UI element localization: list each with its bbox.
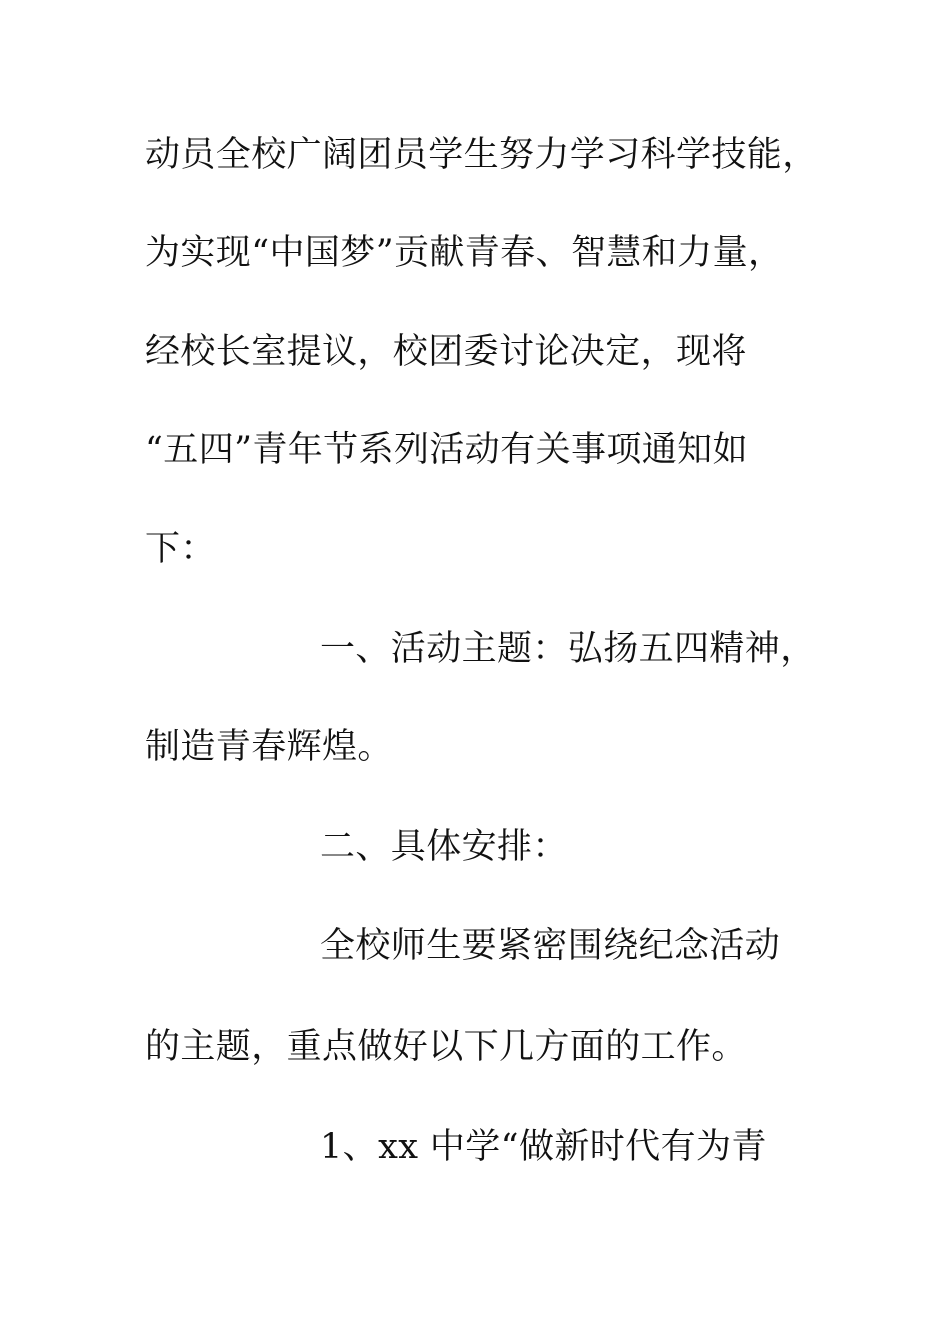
body-text-line-4: “五四”青年节系列活动有关事项通知如 (145, 430, 748, 470)
paragraph-start-line: 全校师生要紧密围绕纪念活动 (320, 926, 781, 966)
body-text-line-7: 制造青春辉煌。 (145, 727, 393, 767)
body-text-line-10: 的主题，重点做好以下几方面的工作。 (145, 1027, 747, 1067)
section-heading-arrangement: 二、具体安排： (320, 827, 568, 867)
body-text-line-1: 动员全校广阔团员学生努力学习科学技能， (145, 135, 818, 175)
body-text-line-2: 为实现“中国梦”贡献青春、智慧和力量， (145, 233, 784, 273)
list-item-1-start: 1、xx 中学“做新时代有为青 (320, 1127, 767, 1167)
section-heading-theme: 一、活动主题：弘扬五四精神， (320, 629, 816, 669)
body-text-line-5: 下： (145, 529, 216, 569)
body-text-line-3: 经校长室提议，校团委讨论决定，现将 (145, 332, 747, 372)
